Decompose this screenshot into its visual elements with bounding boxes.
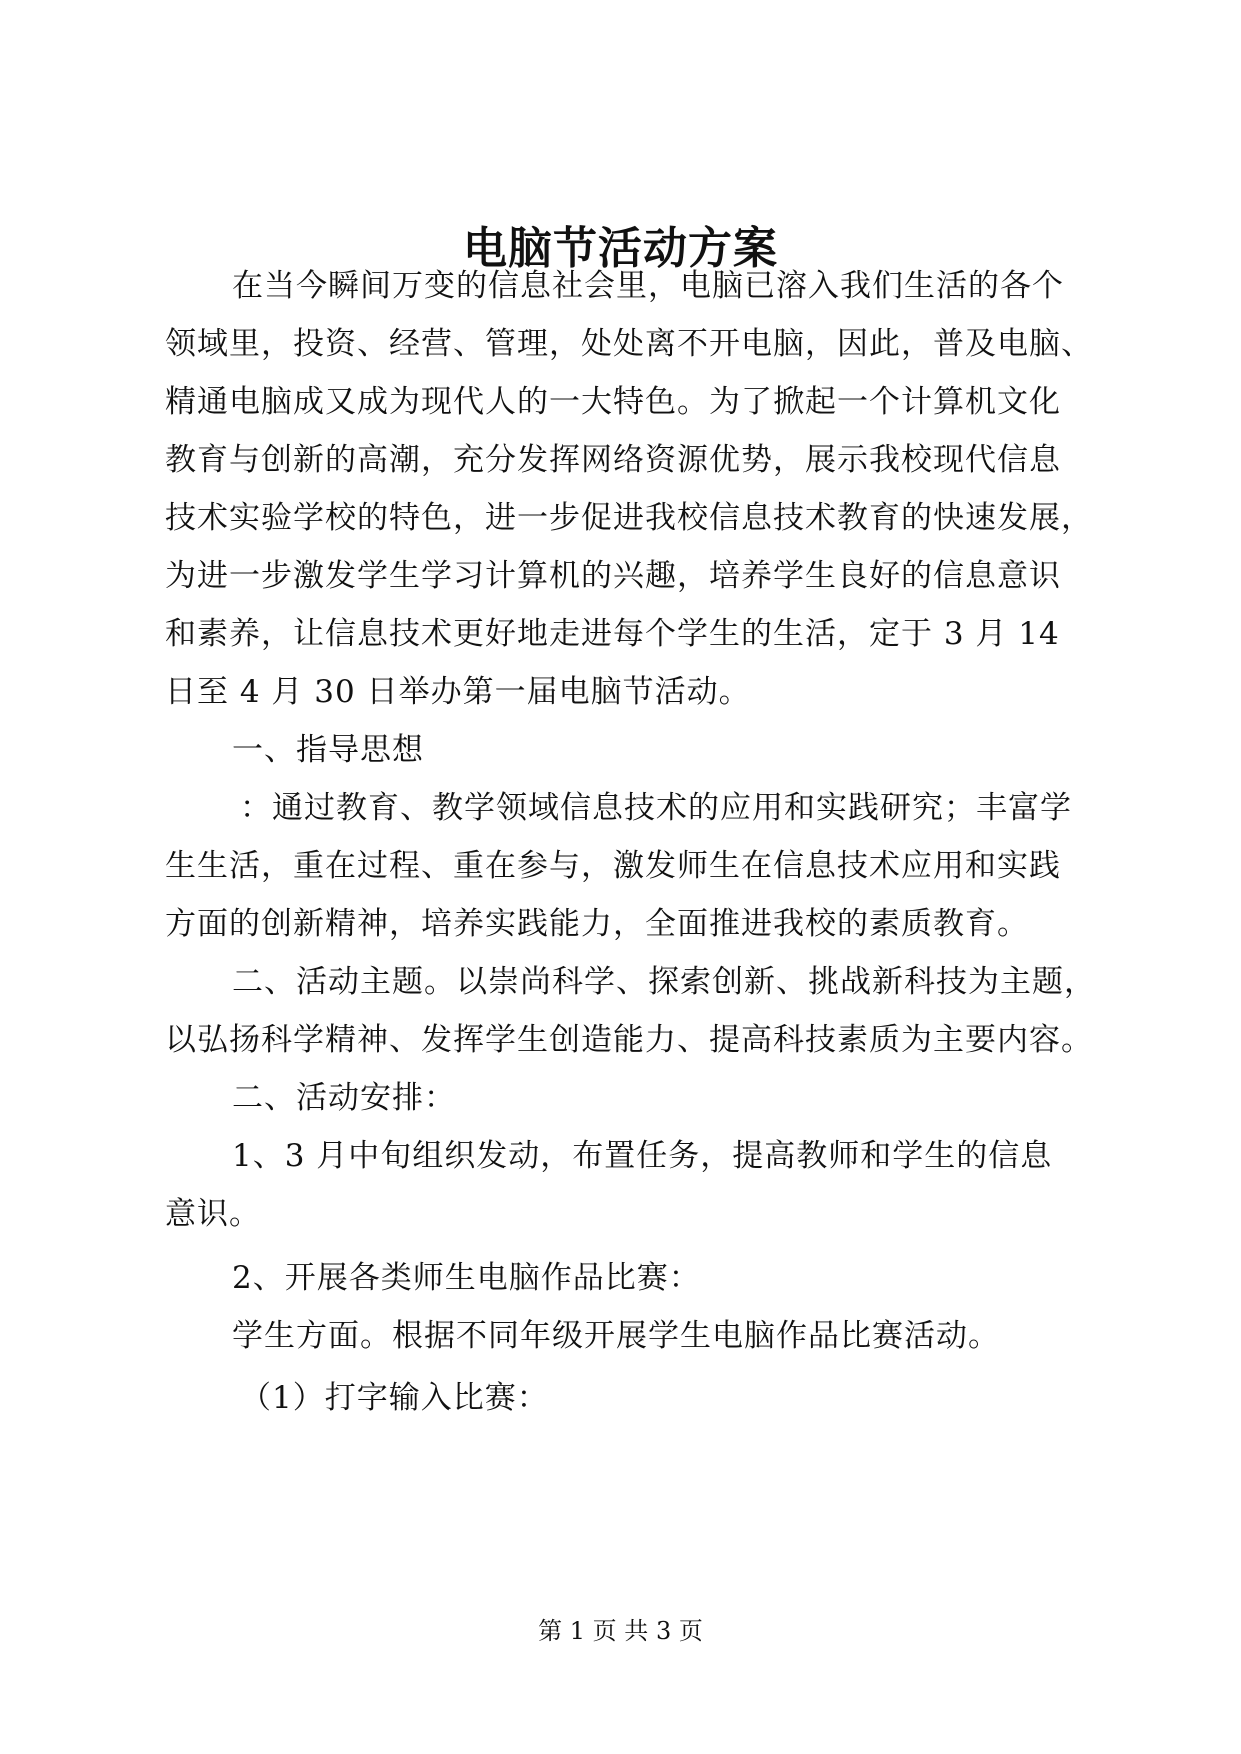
- paragraph-line: 二、活动主题。以崇尚科学、探索创新、挑战新科技为主题，: [232, 964, 1096, 1000]
- paragraph-line: 教育与创新的高潮，充分发挥网络资源优势，展示我校现代信息: [165, 442, 1061, 478]
- paragraph-line: 1、3 月中旬组织发动，布置任务，提高教师和学生的信息: [232, 1138, 1053, 1174]
- paragraph-line: 生生活，重在过程、重在参与，激发师生在信息技术应用和实践: [165, 848, 1061, 884]
- paragraph-line: 学生方面。根据不同年级开展学生电脑作品比赛活动。: [232, 1318, 1000, 1354]
- paragraph-line: 精通电脑成又成为现代人的一大特色。为了掀起一个计算机文化: [165, 384, 1061, 420]
- paragraph-line: 和素养，让信息技术更好地走进每个学生的生活，定于 3 月 14: [165, 616, 1060, 652]
- paragraph-line: 方面的创新精神，培养实践能力，全面推进我校的素质教育。: [165, 906, 1029, 942]
- paragraph-line: 为进一步激发学生学习计算机的兴趣，培养学生良好的信息意识: [165, 558, 1061, 594]
- paragraph-line: 在当今瞬间万变的信息社会里，电脑已溶入我们生活的各个: [232, 268, 1064, 304]
- paragraph-line: 日至 4 月 30 日举办第一届电脑节活动。: [165, 674, 751, 710]
- section-heading: 二、活动安排：: [232, 1080, 456, 1116]
- section-heading: 一、指导思想: [232, 732, 424, 768]
- paragraph-line: 意识。: [165, 1196, 261, 1232]
- paragraph-line: 领域里，投资、经营、管理，处处离不开电脑，因此，普及电脑、: [165, 326, 1093, 362]
- paragraph-line: 以弘扬科学精神、发挥学生创造能力、提高科技素质为主要内容。: [165, 1022, 1093, 1058]
- page-number-footer: 第 1 页 共 3 页: [538, 1617, 703, 1645]
- paragraph-line: 2、开展各类师生电脑作品比赛：: [232, 1260, 701, 1296]
- document-title: 电脑节活动方案: [463, 223, 778, 274]
- paragraph-line: ：通过教育、教学领域信息技术的应用和实践研究；丰富学: [240, 790, 1072, 826]
- paragraph-line: （1）打字输入比赛：: [240, 1380, 549, 1416]
- paragraph-line: 技术实验学校的特色，进一步促进我校信息技术教育的快速发展，: [165, 500, 1093, 536]
